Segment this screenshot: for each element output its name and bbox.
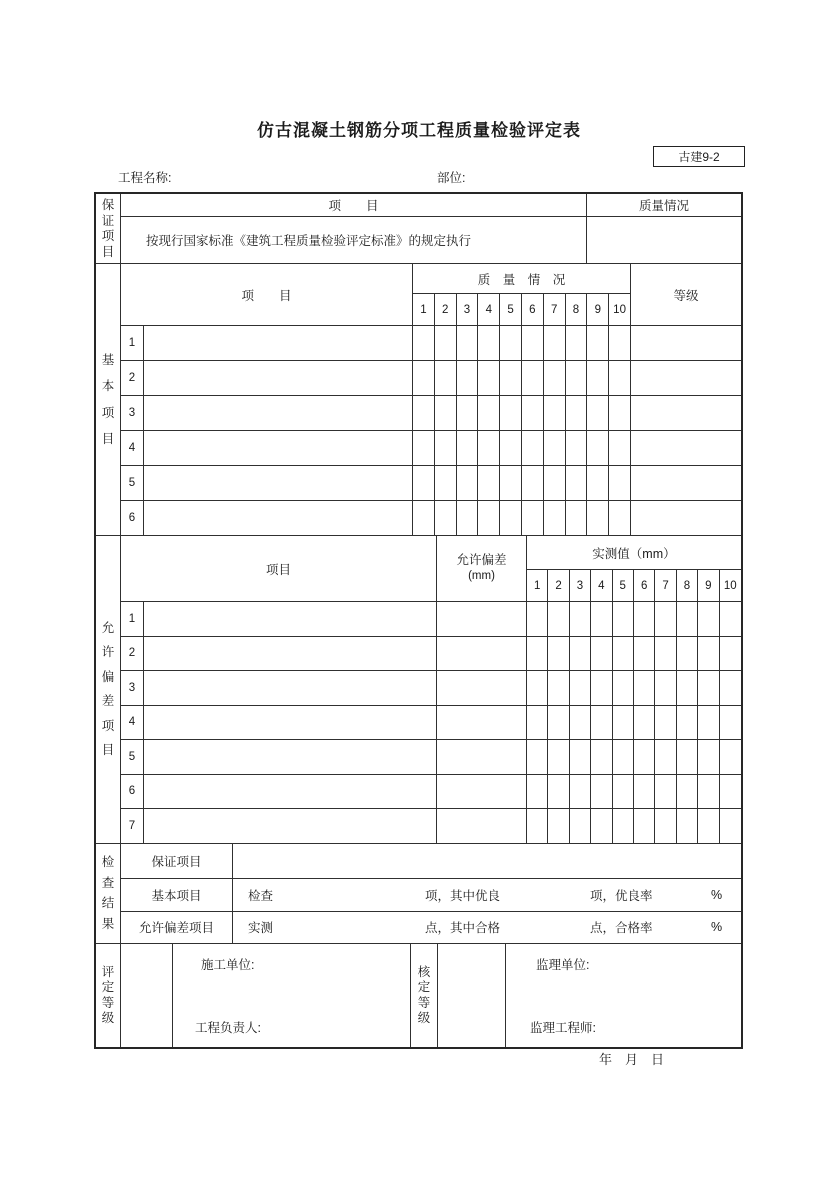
basic-quality-cell [413, 466, 435, 501]
deviation-measured-cell [720, 809, 741, 844]
deviation-measured-cell [527, 637, 548, 672]
check-deviation-prefix: 实测 [248, 921, 274, 935]
basic-quality-cell [522, 466, 544, 501]
check-deviation-mid1: 点，其中合格 [425, 921, 501, 935]
basic-quality-cell [566, 396, 588, 431]
basic-quality-cell [478, 501, 500, 536]
deviation-measured-cell [677, 740, 698, 775]
basic-quality-cell [457, 431, 479, 466]
basic-quality-cell [587, 501, 609, 536]
basic-item-header: 项 目 [121, 264, 413, 326]
basic-grade-cell [631, 361, 741, 396]
basic-quality-cell [435, 361, 457, 396]
basic-col-number: 3 [457, 294, 479, 326]
deviation-measured-cell [698, 637, 719, 672]
guarantee-side-label: 保 证 项 目 [96, 194, 121, 264]
check-deviation-result-cell [233, 912, 741, 944]
basic-section [96, 264, 741, 536]
basic-quality-cell [609, 396, 631, 431]
basic-row-number: 4 [121, 431, 144, 466]
basic-quality-cell [522, 501, 544, 536]
deviation-measured-cell [720, 637, 741, 672]
grading-side-label: 评 定 等 级 [96, 944, 121, 1047]
deviation-measured-cell [527, 671, 548, 706]
deviation-measured-cell [591, 706, 612, 741]
basic-quality-cell [457, 361, 479, 396]
construction-unit-label: 施工单位: [201, 957, 255, 972]
basic-col-number: 7 [544, 294, 566, 326]
project-leader-label: 工程负责人: [195, 1020, 261, 1035]
check-side-label: 检 查 结 果 [96, 844, 121, 944]
check-basic-result-cell [233, 879, 741, 912]
basic-quality-cell [478, 361, 500, 396]
allowance-header-line1: 允许偏差 [456, 553, 507, 568]
check-deviation-percent: % [711, 920, 723, 934]
basic-quality-cell [500, 361, 522, 396]
basic-col-number: 2 [435, 294, 457, 326]
page-title: 仿古混凝土钢筋分项工程质量检验评定表 [257, 121, 581, 140]
project-name-label: 工程名称: [118, 171, 172, 185]
check-basic-prefix: 检查 [248, 888, 274, 903]
deviation-section [96, 536, 741, 844]
deviation-measured-cell [527, 809, 548, 844]
basic-quality-cell [544, 396, 566, 431]
deviation-measured-cell [720, 671, 741, 706]
basic-quality-cell [457, 501, 479, 536]
grading-grade-cell [121, 944, 173, 1047]
guarantee-quality-cell [587, 217, 741, 264]
deviation-allowance-cell [437, 637, 527, 672]
basic-quality-cell [566, 501, 588, 536]
deviation-measured-cell [698, 602, 719, 637]
deviation-measured-cell [677, 602, 698, 637]
deviation-measured-cell [698, 740, 719, 775]
deviation-measured-cell [570, 671, 591, 706]
basic-quality-cell [500, 501, 522, 536]
deviation-measured-cell [591, 602, 612, 637]
check-row-label: 基本项目 [121, 879, 233, 912]
deviation-measured-cell [570, 775, 591, 810]
basic-row-number: 3 [121, 396, 144, 431]
basic-row-number: 5 [121, 466, 144, 501]
deviation-measured-cell [634, 775, 655, 810]
basic-grade-cell [631, 431, 741, 466]
basic-quality-cell [587, 466, 609, 501]
basic-quality-cell [435, 466, 457, 501]
deviation-measured-cell [698, 809, 719, 844]
check-row-label: 保证项目 [121, 844, 233, 879]
guarantee-quality-header: 质量情况 [587, 194, 741, 217]
basic-quality-cell [522, 396, 544, 431]
deviation-measured-cell [527, 602, 548, 637]
basic-quality-cell [566, 326, 588, 361]
deviation-allowance-header [437, 536, 527, 602]
basic-quality-cell [457, 396, 479, 431]
basic-quality-cell [544, 361, 566, 396]
verify-grade-cell [438, 944, 506, 1047]
basic-quality-cell [609, 326, 631, 361]
basic-row-number: 6 [121, 501, 144, 536]
basic-col-number: 1 [413, 294, 435, 326]
basic-item-cell [144, 431, 413, 466]
deviation-measured-cell [677, 637, 698, 672]
deviation-col-number: 8 [677, 570, 698, 602]
deviation-measured-cell [720, 602, 741, 637]
check-basic-mid1: 项，其中优良 [425, 888, 501, 903]
basic-quality-cell [587, 361, 609, 396]
basic-row-number: 1 [121, 326, 144, 361]
deviation-measured-cell [655, 637, 676, 672]
deviation-measured-cell [570, 809, 591, 844]
basic-quality-cell [478, 396, 500, 431]
deviation-col-number: 3 [570, 570, 591, 602]
deviation-measured-cell [634, 637, 655, 672]
basic-quality-cell [413, 431, 435, 466]
basic-quality-cell [609, 431, 631, 466]
deviation-measured-cell [548, 809, 569, 844]
basic-quality-cell [587, 396, 609, 431]
deviation-measured-cell [634, 809, 655, 844]
basic-quality-cell [413, 326, 435, 361]
deviation-measured-cell [720, 706, 741, 741]
deviation-measured-cell [548, 740, 569, 775]
basic-grade-cell [631, 466, 741, 501]
deviation-measured-cell [720, 740, 741, 775]
basic-quality-cell [500, 326, 522, 361]
date-line: 年 月 日 [599, 1052, 665, 1067]
basic-quality-cell [587, 326, 609, 361]
deviation-measured-cell [548, 706, 569, 741]
deviation-measured-cell [570, 740, 591, 775]
basic-quality-cell [566, 466, 588, 501]
allowance-header-line2: (mm) [468, 570, 495, 583]
deviation-item-cell [144, 740, 437, 775]
basic-grade-cell [631, 501, 741, 536]
deviation-measured-cell [613, 637, 634, 672]
basic-quality-cell [522, 326, 544, 361]
deviation-measured-cell [527, 706, 548, 741]
basic-item-cell [144, 501, 413, 536]
deviation-allowance-cell [437, 602, 527, 637]
deviation-measured-cell [677, 775, 698, 810]
check-result-section [96, 844, 741, 944]
deviation-row-number: 7 [121, 809, 144, 844]
deviation-row-number: 3 [121, 671, 144, 706]
deviation-measured-cell [548, 602, 569, 637]
deviation-measured-cell [591, 671, 612, 706]
basic-item-cell [144, 396, 413, 431]
deviation-measured-cell [613, 706, 634, 741]
basic-quality-cell [478, 431, 500, 466]
supervision-engineer-label: 监理工程师: [530, 1020, 596, 1035]
deviation-col-number: 5 [613, 570, 634, 602]
location-label: 部位: [437, 171, 466, 185]
basic-quality-cell [522, 431, 544, 466]
basic-row-number: 2 [121, 361, 144, 396]
deviation-measured-cell [655, 602, 676, 637]
basic-quality-cell [522, 361, 544, 396]
evaluation-form-table [94, 192, 743, 1049]
guarantee-requirement-text: 按现行国家标准《建筑工程质量检验评定标准》的规定执行 [121, 217, 587, 264]
deviation-measured-cell [570, 706, 591, 741]
deviation-item-cell [144, 671, 437, 706]
deviation-measured-cell [570, 602, 591, 637]
basic-quality-cell [566, 361, 588, 396]
construction-unit-cell [173, 944, 411, 1047]
basic-quality-cell [544, 431, 566, 466]
supervision-unit-label: 监理单位: [536, 957, 590, 972]
deviation-measured-cell [720, 775, 741, 810]
deviation-measured-cell [655, 706, 676, 741]
deviation-measured-cell [698, 775, 719, 810]
deviation-col-number: 4 [591, 570, 612, 602]
basic-col-number: 9 [587, 294, 609, 326]
deviation-measured-cell [634, 602, 655, 637]
basic-col-number: 8 [566, 294, 588, 326]
basic-col-number: 10 [609, 294, 631, 326]
deviation-side-label: 允 许 偏 差 项 目 [96, 536, 121, 844]
basic-grade-cell [631, 396, 741, 431]
deviation-item-cell [144, 775, 437, 810]
deviation-measured-cell [613, 809, 634, 844]
basic-item-cell [144, 326, 413, 361]
basic-quality-cell [413, 501, 435, 536]
check-deviation-mid2: 点，合格率 [590, 921, 653, 935]
basic-quality-cell [609, 466, 631, 501]
deviation-item-cell [144, 706, 437, 741]
deviation-col-number: 9 [698, 570, 719, 602]
deviation-measured-cell [613, 671, 634, 706]
deviation-measured-cell [677, 706, 698, 741]
deviation-measured-cell [613, 602, 634, 637]
check-basic-mid2: 项，优良率 [590, 888, 653, 903]
basic-quality-cell [500, 466, 522, 501]
basic-grade-header: 等级 [631, 264, 741, 326]
deviation-allowance-cell [437, 740, 527, 775]
basic-quality-cell [478, 466, 500, 501]
basic-quality-cell [435, 396, 457, 431]
basic-quality-cell [435, 431, 457, 466]
deviation-measured-cell [613, 740, 634, 775]
deviation-measured-cell [613, 775, 634, 810]
deviation-measured-cell [698, 671, 719, 706]
basic-quality-cell [609, 361, 631, 396]
basic-quality-cell [609, 501, 631, 536]
deviation-allowance-cell [437, 775, 527, 810]
deviation-allowance-cell [437, 706, 527, 741]
deviation-measured-cell [634, 740, 655, 775]
basic-quality-cell [435, 326, 457, 361]
grading-section [96, 944, 741, 1047]
deviation-item-cell [144, 602, 437, 637]
form-code-box [653, 146, 745, 167]
supervision-unit-cell [506, 944, 741, 1047]
deviation-row-number: 4 [121, 706, 144, 741]
deviation-row-number: 5 [121, 740, 144, 775]
deviation-measured-cell [655, 775, 676, 810]
deviation-measured-cell [527, 775, 548, 810]
basic-quality-cell [413, 396, 435, 431]
basic-quality-cell [500, 396, 522, 431]
deviation-measured-cell [655, 809, 676, 844]
deviation-item-header: 项目 [121, 536, 437, 602]
verify-side-label: 核 定 等 级 [411, 944, 438, 1047]
deviation-col-number: 6 [634, 570, 655, 602]
basic-item-cell [144, 466, 413, 501]
deviation-row-number: 1 [121, 602, 144, 637]
deviation-col-number: 7 [655, 570, 676, 602]
deviation-item-cell [144, 637, 437, 672]
basic-quality-cell [500, 431, 522, 466]
basic-col-number: 5 [500, 294, 522, 326]
basic-quality-cell [478, 326, 500, 361]
deviation-row-number: 2 [121, 637, 144, 672]
deviation-measured-header: 实测值（mm） [527, 536, 741, 570]
deviation-measured-cell [548, 775, 569, 810]
deviation-measured-cell [548, 671, 569, 706]
deviation-measured-cell [591, 740, 612, 775]
basic-quality-cell [457, 326, 479, 361]
check-guarantee-result-cell [233, 844, 741, 879]
basic-quality-cell [457, 466, 479, 501]
deviation-measured-cell [634, 706, 655, 741]
form-code: 古建9-2 [678, 150, 720, 164]
check-basic-percent: % [711, 887, 723, 902]
deviation-measured-cell [591, 809, 612, 844]
deviation-col-number: 2 [548, 570, 569, 602]
deviation-col-number: 1 [527, 570, 548, 602]
deviation-measured-cell [655, 740, 676, 775]
deviation-measured-cell [591, 637, 612, 672]
basic-quality-cell [587, 431, 609, 466]
basic-quality-cell [413, 361, 435, 396]
basic-quality-cell [544, 501, 566, 536]
deviation-measured-cell [634, 671, 655, 706]
basic-col-number: 4 [478, 294, 500, 326]
check-row-label: 允许偏差项目 [121, 912, 233, 944]
basic-grade-cell [631, 326, 741, 361]
basic-quality-cell [544, 326, 566, 361]
deviation-measured-cell [527, 740, 548, 775]
basic-side-label: 基 本 项 目 [96, 264, 121, 536]
basic-quality-cell [435, 501, 457, 536]
basic-col-number: 6 [522, 294, 544, 326]
basic-quality-cell [544, 466, 566, 501]
deviation-measured-cell [698, 706, 719, 741]
deviation-allowance-cell [437, 809, 527, 844]
deviation-measured-cell [655, 671, 676, 706]
deviation-item-cell [144, 809, 437, 844]
deviation-measured-cell [548, 637, 569, 672]
deviation-measured-cell [677, 671, 698, 706]
deviation-row-number: 6 [121, 775, 144, 810]
deviation-measured-cell [570, 637, 591, 672]
basic-item-cell [144, 361, 413, 396]
guarantee-item-header: 项 目 [121, 194, 587, 217]
deviation-measured-cell [591, 775, 612, 810]
basic-quality-cell [566, 431, 588, 466]
guarantee-section [96, 194, 741, 264]
deviation-allowance-cell [437, 671, 527, 706]
basic-quality-header: 质 量 情 况 [413, 264, 631, 294]
deviation-measured-cell [677, 809, 698, 844]
deviation-col-number: 10 [720, 570, 741, 602]
